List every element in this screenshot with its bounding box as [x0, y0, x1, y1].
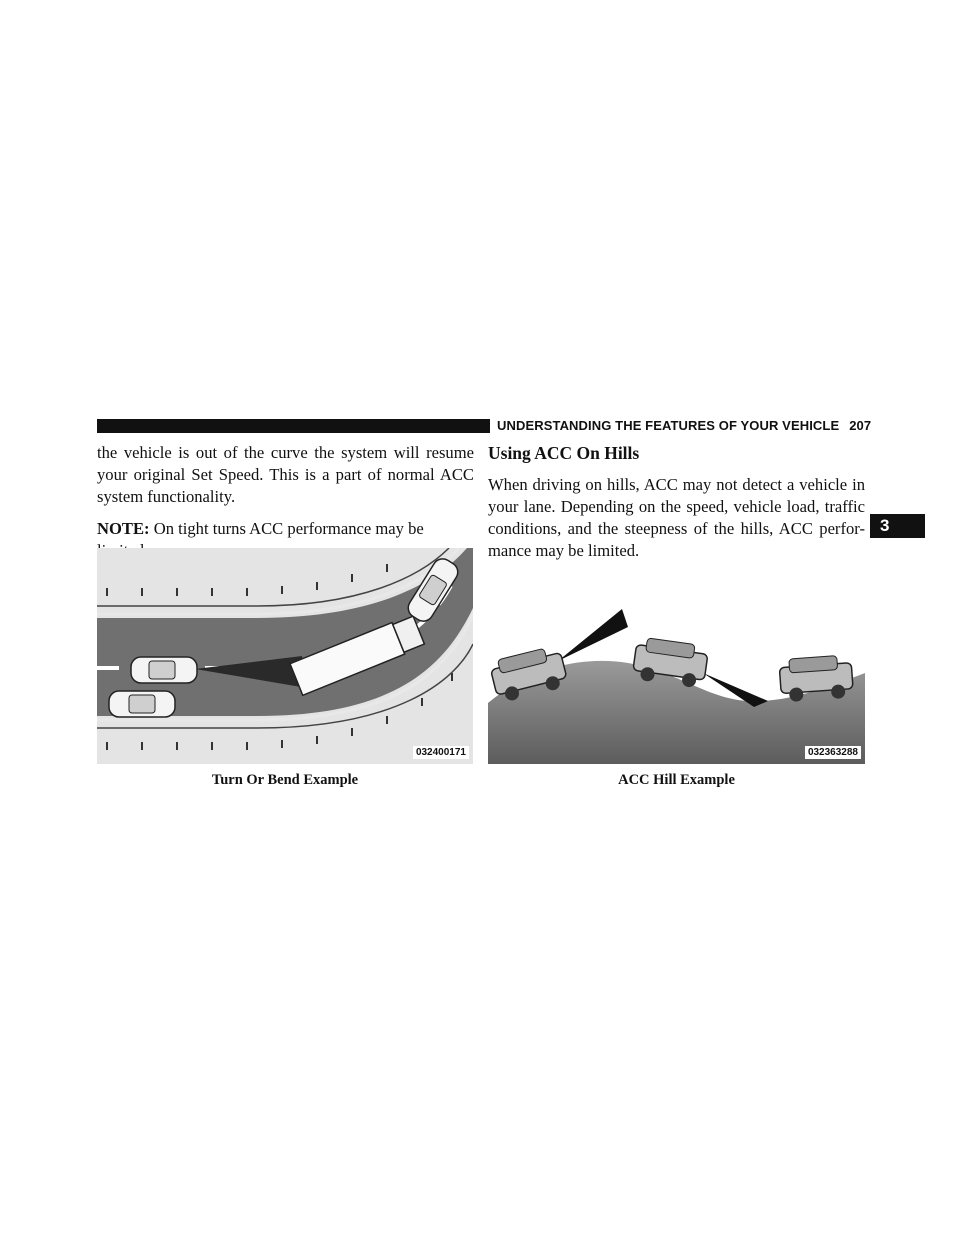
figure-code: 032400171 [413, 746, 469, 759]
chapter-tab[interactable]: 3 [870, 514, 925, 538]
acc-hill-figure [488, 575, 865, 764]
acc-hill-illustration [488, 575, 865, 764]
body-paragraph: When driving on hills, ACC may not detect a vehicle in your lane. Depending on the speed, vehicle load, traffic conditions, and the steepness of the hills, ACC perfor- mance may be limited. [488, 475, 865, 560]
turn-bend-figure [97, 548, 473, 764]
page-number: 207 [849, 418, 872, 433]
body-paragraph: the vehicle is out of the curve the system will resume your original Set Speed. This is a part of normal ACC system functionality. [97, 443, 474, 506]
left-column [97, 442, 474, 562]
section-heading: Using ACC On Hills [488, 443, 640, 463]
note-label: NOTE: [97, 519, 150, 538]
right-column [488, 442, 865, 562]
figure-caption: Turn Or Bend Example [211, 772, 359, 788]
adjacent-car [109, 691, 175, 717]
header-title: UNDERSTANDING THE FEATURES OF YOUR VEHICLE [497, 418, 840, 433]
running-header [497, 418, 871, 433]
turn-bend-illustration [97, 548, 473, 764]
note-text: On tight turns ACC performance may be [153, 519, 424, 538]
host-car [131, 657, 197, 683]
header-rule [97, 419, 490, 433]
figure-caption: ACC Hill Example [618, 772, 735, 788]
figure-code: 032363288 [805, 746, 861, 759]
